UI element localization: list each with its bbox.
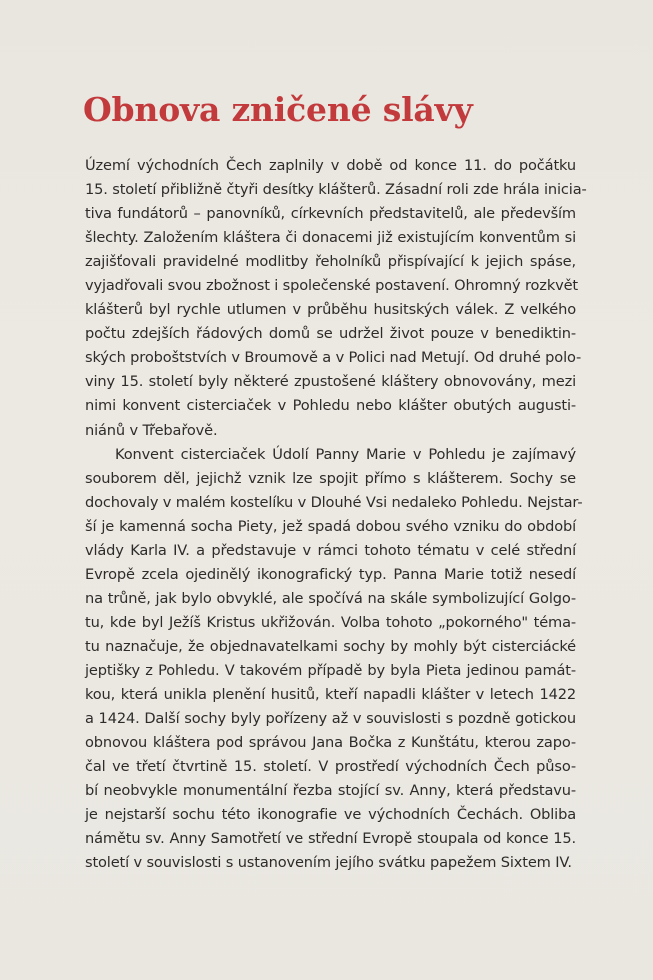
- paragraph-1: [85, 154, 587, 443]
- text-line: počtu zdejších řádových domů se udržel život pouze v benediktin-: [85, 325, 576, 343]
- text-line: viny 15. století byly některé zpustošené kláštery obnovovány, mezi: [85, 373, 576, 391]
- text-line: dochovaly v malém kostelíku v Dlouhé Vsi nedaleko Pohledu. Nejstar-: [85, 493, 583, 511]
- paragraph-2: [85, 443, 583, 876]
- text-line: Evropě zcela ojedinělý ikonografický typ. Panna Marie totiž nesedí: [85, 565, 576, 583]
- text-line: jeptišky z Pohledu. V takovém případě by byla Pieta jedinou památ-: [85, 661, 576, 679]
- text-line: tiva fundátorů – panovníků, církevních představitelů, ale především: [85, 205, 576, 223]
- text-line: bí neobvykle monumentální řezba stojící sv. Anny, která představu-: [85, 782, 576, 800]
- text-line: století v souvislosti s ustanovením jejího svátku papežem Sixtem IV.: [85, 854, 572, 872]
- text-line: 15. století přibližně čtyři desítky klášterů. Zásadní roli zde hrála inicia-: [85, 181, 587, 199]
- text-line: vlády Karla IV. a představuje v rámci tohoto tématu v celé střední: [85, 541, 576, 559]
- text-line: ských proboštstvích v Broumově a v Polici nad Metují. Od druhé polo-: [85, 349, 582, 367]
- text-line: zajišťovali pravidelné modlitby řeholníků přispívající k jejich spáse,: [85, 253, 576, 271]
- text-line: vyjadřovali svou zbožnost i společenské postavení. Ohromný rozkvět: [85, 277, 579, 295]
- text-line: na trůně, jak bylo obvyklé, ale spočívá na skále symbolizující Golgo-: [85, 589, 576, 607]
- text-line: niánů v Třebařově.: [85, 421, 218, 439]
- text-line: ší je kamenná socha Piety, jež spadá dobou svého vzniku do období: [85, 517, 576, 535]
- text-line: nimi konvent cisterciaček v Pohledu nebo klášter obutých augusti-: [85, 397, 576, 415]
- text-line: a 1424. Další sochy byly pořízeny až v souvislosti s pozdně gotickou: [85, 710, 576, 728]
- text-line: námětu sv. Anny Samotřetí ve střední Evropě stoupala od konce 15.: [85, 830, 576, 848]
- text-line: souborem děl, jejichž vznik lze spojit přímo s klášterem. Sochy se: [85, 469, 576, 487]
- text-line: kou, která unikla plenění husitů, kteří napadli klášter v letech 1422: [85, 686, 576, 704]
- text-line: je nejstarší sochu této ikonografie ve východních Čechách. Obliba: [85, 806, 576, 824]
- text-line: Konvent cisterciaček Údolí Panny Marie v Pohledu je zajímavý: [115, 445, 576, 463]
- panel-body-text: [85, 154, 587, 875]
- text-line: klášterů byl rychle utlumen v průběhu husitských válek. Z velkého: [85, 301, 576, 319]
- text-line: tu naznačuje, že objednavatelkami sochy by mohly být cisterciácké: [85, 637, 576, 655]
- panel-title: Obnova zničené slávy: [83, 90, 473, 129]
- text-line: čal ve třetí čtvrtině 15. století. V prostředí východních Čech půso-: [85, 758, 576, 776]
- text-line: tu, kde byl Ježíš Kristus ukřižován. Volba tohoto „pokorného" téma-: [85, 613, 576, 631]
- text-line: Území východních Čech zaplnily v době od konce 11. do počátku: [85, 157, 576, 174]
- text-line: obnovou kláštera pod správou Jana Bočka z Kunštátu, kterou zapo-: [85, 734, 576, 752]
- text-line: šlechty. Založením kláštera či donacemi již existujícím konventům si: [85, 229, 576, 247]
